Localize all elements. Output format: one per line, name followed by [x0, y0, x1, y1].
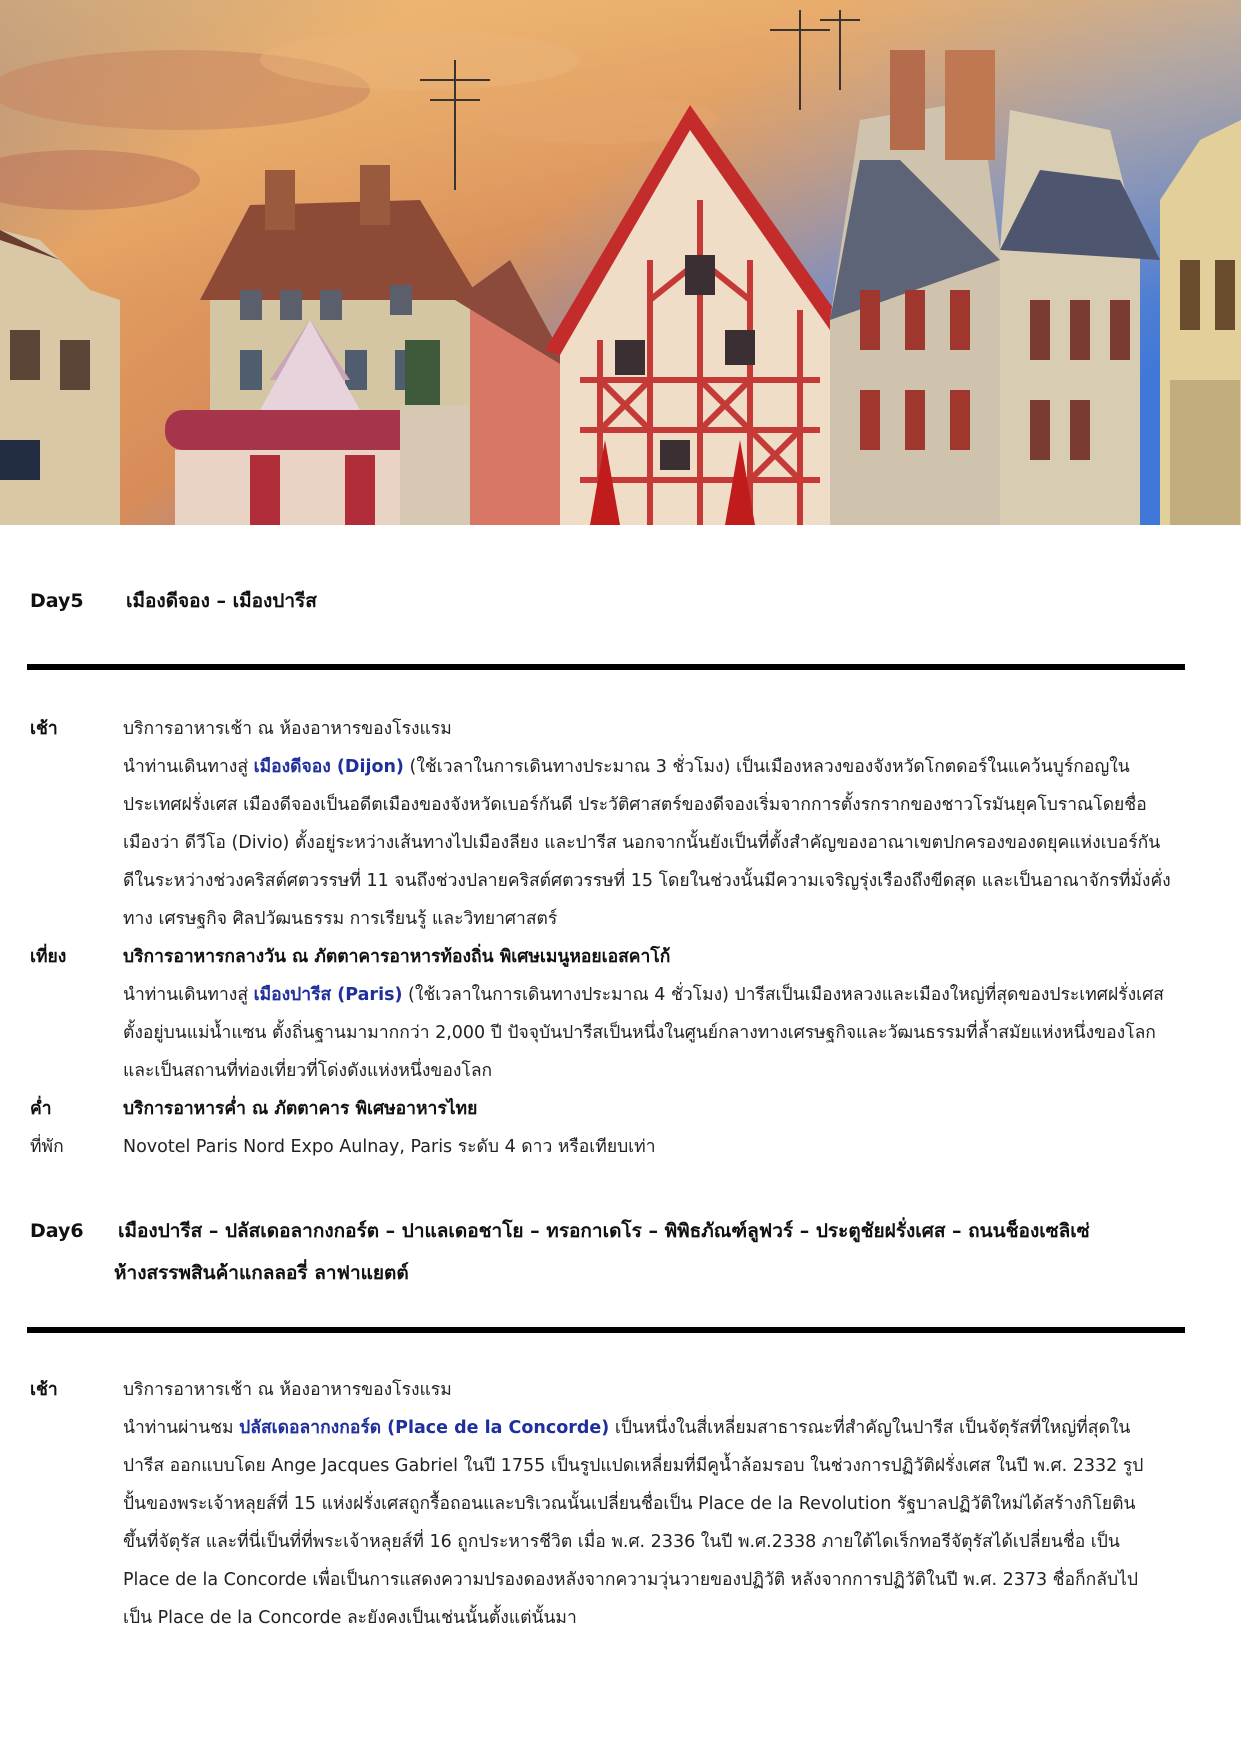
- day5-hotel-block: [30, 1128, 1185, 1166]
- day5-paris-line2: ตั้งอยู่บนแม่น้ำแซน ตั้งถิ่นฐานมามากกว่า 2,000 ปี ปัจจุบันปารีสเป็นหนึ่งในศูนย์กลางทางเศรษฐกิจและวัฒนธรรมที่ล้ำสมัยแห่งหนึ่งของโลก: [123, 1023, 1156, 1043]
- day5-hotel-label: ที่พัก: [30, 1137, 64, 1157]
- day5-header: [30, 586, 317, 616]
- day6-label: Day6: [30, 1220, 84, 1242]
- day6-morning-meal: บริการอาหารเช้า ณ ห้องอาหารของโรงแรม: [123, 1380, 452, 1400]
- day5-dijon-line2: ประเทศฝรั่งเศส เมืองดีจองเป็นอดีตเมืองของจังหวัดเบอร์กันดี ประวัติศาสตร์ของดีจองเริ่มจากการตั้งรกรากของชาวโรมันยุคโบราณโดยชื่อ: [123, 795, 1147, 815]
- day6-morning-block: [30, 1371, 1185, 1637]
- day5-dinner-block: [30, 1090, 1185, 1128]
- day6-title-line2: ห้างสรรพสินค้าแกลลอรี่ ลาฟาแยตต์: [114, 1262, 409, 1284]
- day6-divider: [27, 1327, 1185, 1333]
- concorde-intro: นำท่านผ่านชม: [123, 1418, 234, 1438]
- day6-concorde-line6: เป็น Place de la Concorde ละยังคงเป็นเช่นนั้นตั้งแต่นั้นมา: [123, 1608, 577, 1628]
- day5-dinner-meal: บริการอาหารค่ำ ณ ภัตตาคาร พิเศษอาหารไทย: [123, 1099, 478, 1119]
- day5-dijon-line1: [123, 748, 1185, 786]
- paris-name: เมืองปารีส (Paris): [253, 985, 403, 1005]
- day5-noon-meal: บริการอาหารกลางวัน ณ ภัตตาคารอาหารท้องถิ่น พิเศษเมนูหอยเอสคาโก้: [123, 947, 671, 967]
- dijon-intro: นำท่านเดินทางสู่: [123, 757, 249, 777]
- day5-dijon-line3: เมืองว่า ดีวีโอ (Divio) ตั้งอยู่ระหว่างเส้นทางไปเมืองลียง และปารีส นอกจากนั้นยังเป็นที่ตั้งสำคัญของอาณาเขตปกครองของดยุคแห่งเบอร์กัน: [123, 833, 1161, 853]
- day5-morning-meal: บริการอาหารเช้า ณ ห้องอาหารของโรงแรม: [123, 719, 452, 739]
- concorde-name: ปลัสเดอลากงกอร์ด (Place de la Concorde): [239, 1418, 610, 1438]
- paris-intro: นำท่านเดินทางสู่: [123, 985, 249, 1005]
- day5-morning-block: [30, 710, 1185, 938]
- day5-title: เมืองดีจอง – เมืองปารีส: [126, 590, 317, 612]
- day5-noon-label: เที่ยง: [30, 947, 67, 967]
- day5-dinner-label: ค่ำ: [30, 1099, 52, 1119]
- day6-concorde-line2: ปารีส ออกแบบโดย Ange Jacques Gabriel ในปี 1755 เป็นรูปแปดเหลี่ยมที่มีคูน้ำล้อมรอบ ในช่วงการปฏิวัติฝรั่งเศส ในปี พ.ศ. 2332 รูป: [123, 1456, 1144, 1476]
- day6-title-line1: เมืองปารีส – ปลัสเดอลากงกอร์ต – ปาแลเดอชาโย – ทรอกาเดโร – พิพิธภัณฑ์ลูฟวร์ – ประตูชัยฝรั่งเศส – ถนนช็องเซลิเซ่: [118, 1220, 1090, 1242]
- day5-hotel-text: Novotel Paris Nord Expo Aulnay, Paris ระดับ 4 ดาว หรือเทียบเท่า: [123, 1137, 656, 1157]
- day5-noon-block: [30, 938, 1185, 1090]
- day6-concorde-line1: [123, 1409, 1185, 1447]
- day5-label: Day5: [30, 590, 84, 612]
- day5-paris-line1: [123, 976, 1185, 1014]
- dijon-line1-text: (ใช้เวลาในการเดินทางประมาณ 3 ชั่วโมง) เป็นเมืองหลวงของจังหวัดโกตดอร์ในแคว้นบูร์กอญใน: [403, 757, 1130, 777]
- day5-paris-line3: และเป็นสถานที่ท่องเที่ยวที่โด่งดังแห่งหนึ่งของโลก: [123, 1061, 493, 1081]
- hero-image: [0, 0, 1241, 525]
- day6-concorde-line3: ปั้นของพระเจ้าหลุยส์ที่ 15 แห่งฝรั่งเศสถูกรื้อถอนและบริเวณนั้นเปลี่ยนชื่อเป็น Place de la Revolution รัฐบาลปฏิวัติใหม่ได้สร้างกิโยติน: [123, 1494, 1136, 1514]
- day6-concorde-line4: ขึ้นที่จัตุรัส และที่นี่เป็นที่ที่พระเจ้าหลุยส์ที่ 16 ถูกประหารชีวิต เมื่อ พ.ศ. 2336 ในปี พ.ศ.2338 ภายใต้ไดเร็กทอรีจัตุรัสได้เปลี่ยนชื่อ เป็น: [123, 1532, 1120, 1552]
- dijon-name: เมืองดีจอง (Dijon): [253, 757, 404, 777]
- day5-dijon-line4: ดีในระหว่างช่วงคริสต์ศตวรรษที่ 11 จนถึงช่วงปลายคริสต์ศตวรรษที่ 15 โดยในช่วงนั้นมีความเจริญรุ่งเรืองถึงขีดสุด และเป็นอาณาจักรที่มั่งคั่ง: [123, 871, 1171, 891]
- day6-morning-label: เช้า: [30, 1380, 58, 1400]
- day5-morning-label: เช้า: [30, 719, 58, 739]
- paris-line1-text: (ใช้เวลาในการเดินทางประมาณ 4 ชั่วโมง) ปารีสเป็นเมืองหลวงและเมืองใหญ่ที่สุดของประเทศฝรั่งเศส: [402, 985, 1164, 1005]
- concorde-line1-text: เป็นหนึ่งในสี่เหลี่ยมสาธารณะที่สำคัญในปารีส เป็นจัตุรัสที่ใหญ่ที่สุดใน: [609, 1418, 1131, 1438]
- day5-divider: [27, 664, 1185, 670]
- day5-dijon-line5: ทาง เศรษฐกิจ ศิลปวัฒนธรรม การเรียนรู้ และวิทยาศาสตร์: [123, 909, 558, 929]
- day6-header: [30, 1210, 1185, 1294]
- day6-concorde-line5: Place de la Concorde เพื่อเป็นการแสดงความปรองดองหลังจากความวุ่นวายของปฏิวัติ หลังจากการปฏิวัติในปี พ.ศ. 2373 ชื่อก็กลับไป: [123, 1570, 1138, 1590]
